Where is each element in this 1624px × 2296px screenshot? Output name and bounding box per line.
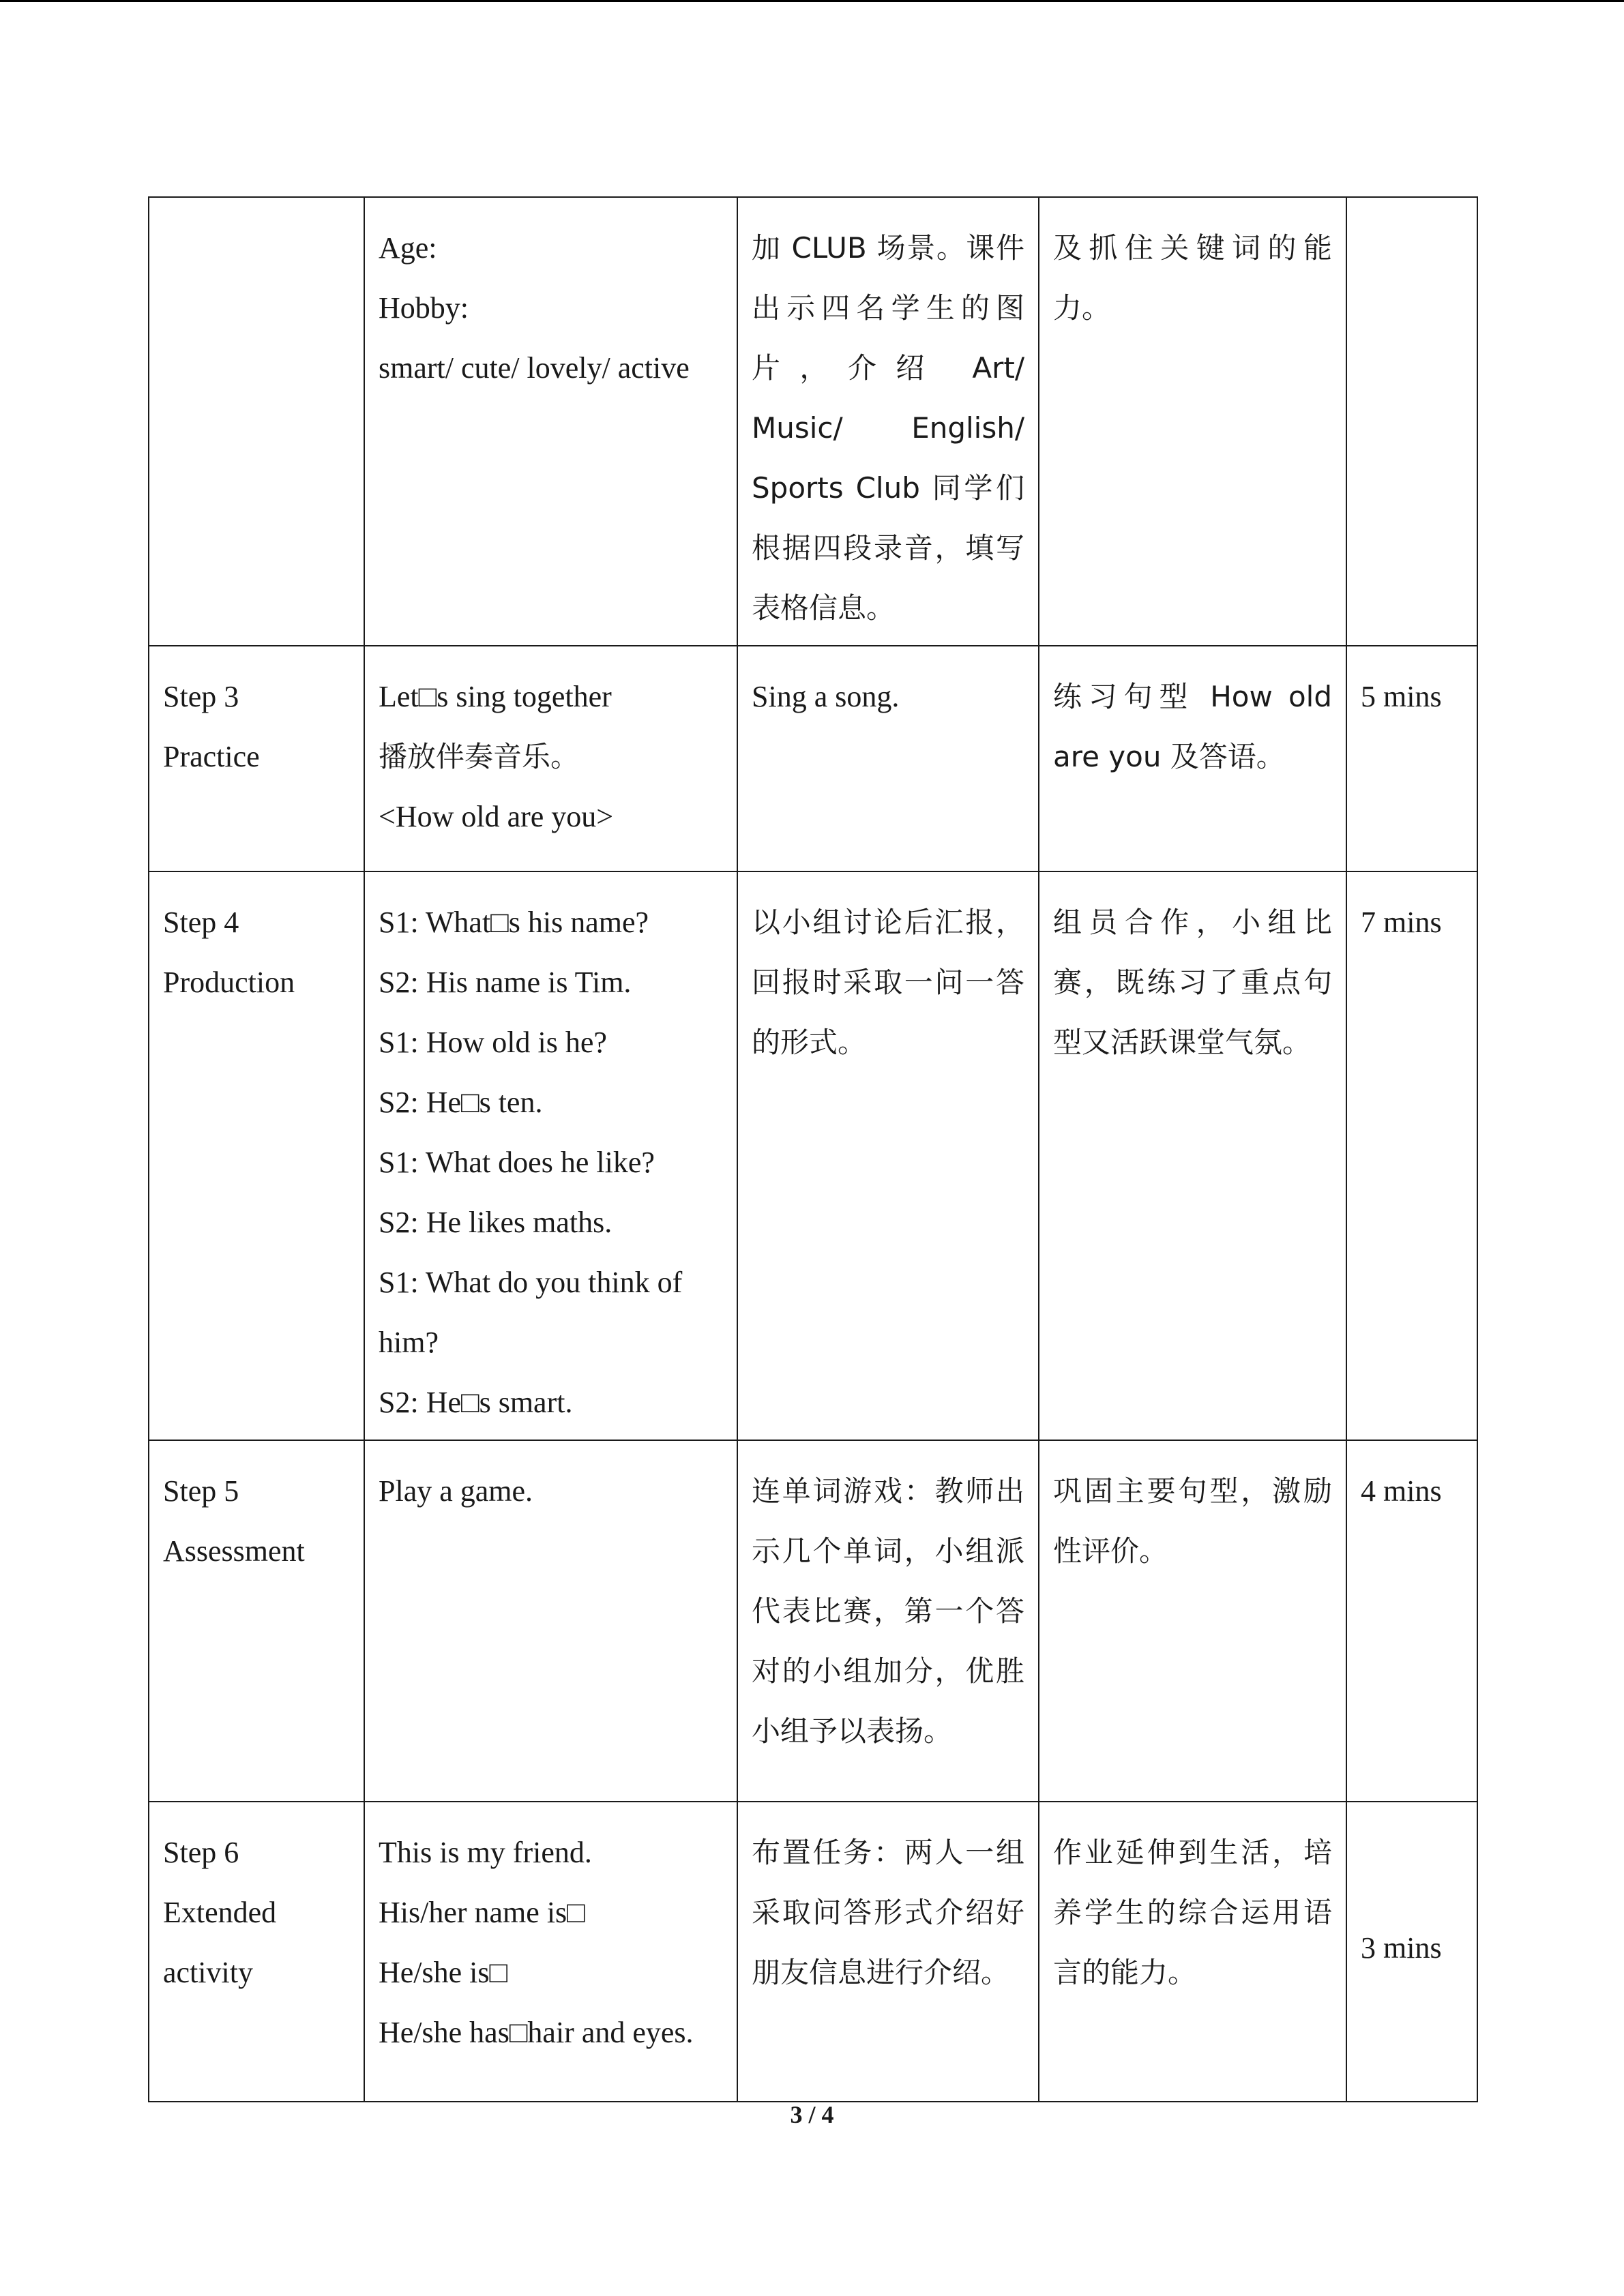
table-body (149, 197, 1477, 2102)
purpose-cell (1039, 871, 1346, 1440)
step-line: Step 5 (163, 1474, 239, 1508)
activity-line: 以小组讨论后汇报，回报时采取一问一答的形式。 (752, 906, 1024, 1059)
top-border-line (0, 0, 1624, 2)
step-line: Practice (163, 740, 260, 773)
content-line: S1: What do you think of him? (379, 1266, 683, 1359)
step-cell (149, 646, 364, 871)
step-cell (149, 871, 364, 1440)
time-line: 4 mins (1361, 1474, 1442, 1508)
time-cell (1346, 197, 1477, 646)
purpose-line: 及抓住关键词的能力。 (1053, 231, 1332, 325)
content-line: S2: He□s smart. (379, 1386, 573, 1419)
activity-line: 布置任务：两人一组采取问答形式介绍好朋友信息进行介绍。 (752, 1836, 1024, 1989)
purpose-cell (1039, 1802, 1346, 2102)
activity-cell (737, 1802, 1039, 2102)
time-line: 7 mins (1361, 906, 1442, 939)
step-line: Step 3 (163, 680, 239, 713)
activity-cell (737, 646, 1039, 871)
content-line: He/she is□ (379, 1956, 508, 1989)
step-cell (149, 1440, 364, 1802)
content-line: His/her name is□ (379, 1896, 585, 1929)
content-cell (364, 1802, 737, 2102)
content-line: S1: How old is he? (379, 1026, 607, 1059)
purpose-line: 作业延伸到生活，培养学生的综合运用语言的能力。 (1053, 1836, 1332, 1989)
activity-line: 加 CLUB 场景。课件出示四名学生的图片，介绍 Art/ Music/ English/ Sports Club 同学们根据四段录音，填写表格信息。 (752, 231, 1024, 625)
page-number: 3 / 4 (790, 2101, 834, 2128)
content-cell (364, 871, 737, 1440)
content-line: Age: (379, 231, 437, 265)
activity-cell (737, 871, 1039, 1440)
activity-cell (737, 1440, 1039, 1802)
purpose-line: 巩固主要句型，激励性评价。 (1053, 1474, 1332, 1568)
step-cell (149, 197, 364, 646)
content-cell (364, 1440, 737, 1802)
activity-line: Sing a song. (752, 680, 900, 713)
content-line: <How old are you> (379, 800, 614, 833)
time-cell (1346, 871, 1477, 1440)
content-line: Hobby: (379, 291, 469, 325)
time-line: 5 mins (1361, 680, 1442, 713)
step-line: Step 6 (163, 1836, 239, 1869)
content-line: S2: He□s ten. (379, 1086, 543, 1119)
content-cell (364, 197, 737, 646)
time-cell (1346, 1802, 1477, 2102)
purpose-cell (1039, 1440, 1346, 1802)
content-line: This is my friend. (379, 1836, 592, 1869)
activity-line: 连单词游戏：教师出示几个单词，小组派代表比赛，第一个答对的小组加分，优胜小组予以表扬。 (752, 1474, 1024, 1748)
time-cell (1346, 1440, 1477, 1802)
content-line: 播放伴奏音乐。 (379, 740, 580, 773)
table-row (149, 197, 1477, 646)
step-line: Assessment (163, 1534, 305, 1568)
table-row (149, 1802, 1477, 2102)
content-line: Play a game. (379, 1474, 533, 1508)
step-line: Extended (163, 1896, 277, 1929)
activity-cell (737, 197, 1039, 646)
content-line: Let□s sing together (379, 680, 612, 713)
step-line: activity (163, 1956, 253, 1989)
content-cell (364, 646, 737, 871)
table-row (149, 1440, 1477, 1802)
content-line: smart/ cute/ lovely/ active (379, 351, 690, 385)
purpose-cell (1039, 197, 1346, 646)
purpose-cell (1039, 646, 1346, 871)
step-cell (149, 1802, 364, 2102)
purpose-line: 练习句型 How old are you 及答语。 (1053, 680, 1332, 773)
lesson-plan-table (148, 196, 1478, 2102)
table-row (149, 646, 1477, 871)
time-cell (1346, 646, 1477, 871)
time-line: 3 mins (1361, 1931, 1442, 1965)
content-line: S1: What does he like? (379, 1146, 655, 1179)
table-row (149, 871, 1477, 1440)
content-line: S1: What□s his name? (379, 906, 649, 939)
step-line: Production (163, 966, 295, 999)
content-line: S2: He likes maths. (379, 1206, 612, 1239)
purpose-line: 组员合作，小组比赛，既练习了重点句型又活跃课堂气氛。 (1053, 906, 1332, 1059)
step-line: Step 4 (163, 906, 239, 939)
content-line: He/she has□hair and eyes. (379, 2016, 694, 2049)
content-line: S2: His name is Tim. (379, 966, 632, 999)
